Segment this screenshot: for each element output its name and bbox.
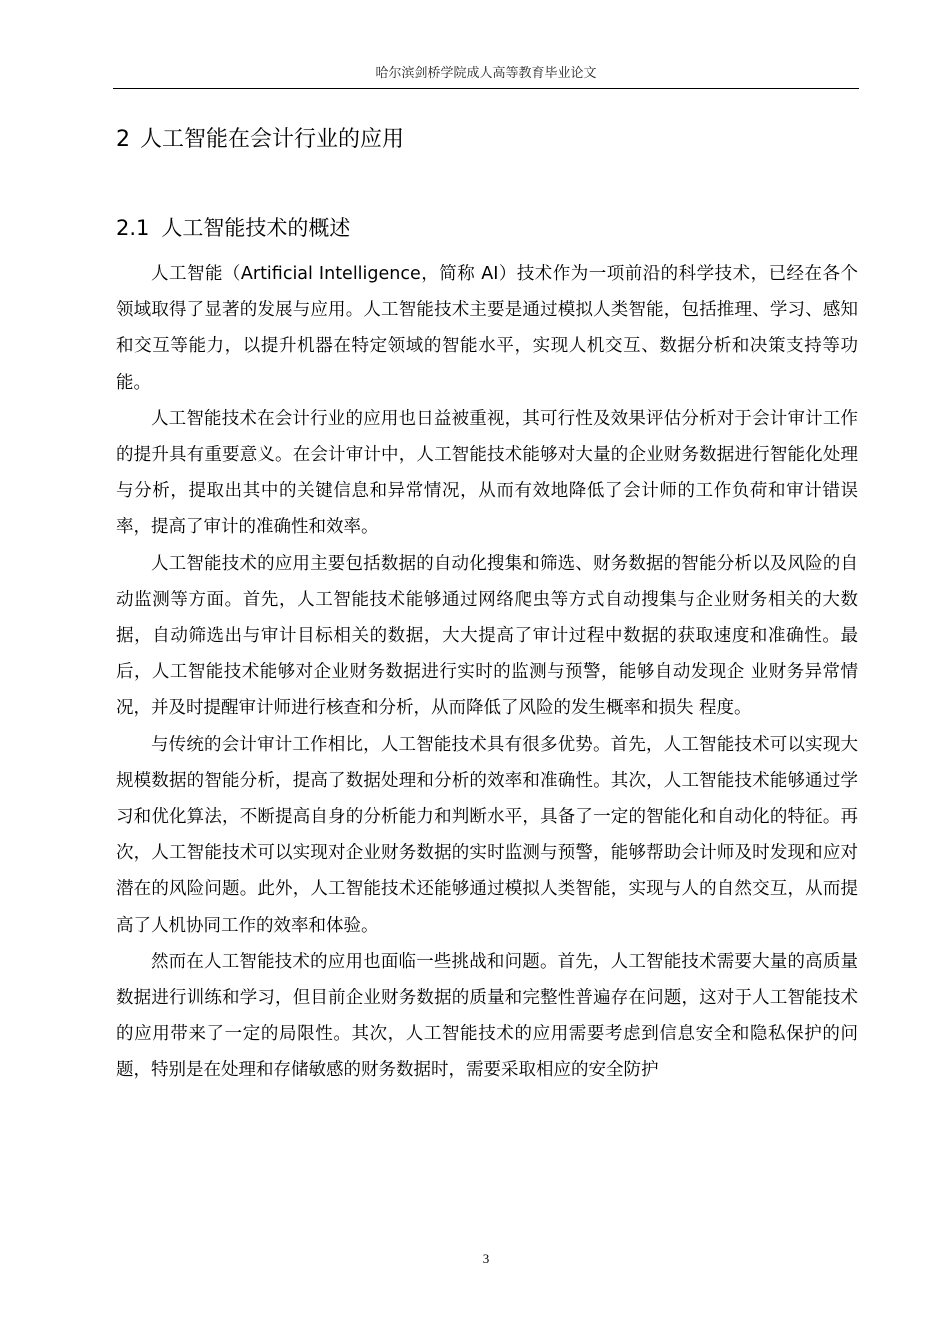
- chapter-title-text: 人工智能在会计行业的应用: [140, 127, 405, 152]
- section-number: 2.1: [116, 216, 150, 240]
- body-text: [116, 256, 858, 1089]
- running-header: 哈尔滨剑桥学院成人高等教育毕业论文: [375, 66, 597, 81]
- page-number: 3: [482, 1251, 490, 1266]
- paragraph-3: 人工智能技术的应用主要包括数据的自动化搜集和筛选、财务数据的智能分析以及风险的自动监测等方面。首先，人工智能技术能够通过网络爬虫等方式自动搜集与企业财务相关的大数据，自动筛选出与审计目标相关的数据，大大提高了审计过程中数据的获取速度和准确性。最后，人工智能技术能够对企业财务数据进行实时的监测与预警，能够自动发现企 业财务异常情况，并及时提醒审计师进行核查和分析，从而降低了风险的发生概率和损失 程度。: [116, 553, 858, 719]
- header-rule: [113, 88, 859, 89]
- paragraph-5: 然而在人工智能技术的应用也面临一些挑战和问题。首先，人工智能技术需要大量的高质量数据进行训练和学习，但目前企业财务数据的质量和完整性普遍存在问题，这对于人工智能技术的应用带来了一定的局限性。其次，人工智能技术的应用需要考虑到信息安全和隐私保护的问题，特别是在处理和存储敏感的财务数据时，需要采取相应的安全防护: [116, 951, 858, 1081]
- chapter-number: 2: [116, 127, 130, 152]
- section-title-text: 人工智能技术的概述: [161, 216, 351, 240]
- chapter-title: [116, 124, 404, 156]
- paragraph-1: 人工智能（Artificial Intelligence，简称 AI）技术作为一项前沿的科学技术，已经在各个领域取得了显著的发展与应用。人工智能技术主要是通过模拟人类智能，包括推理、学习、感知和交互等能力，以提升机器在特定领域的智能水平，实现人机交互、数据分析和决策支持等功能。: [116, 264, 858, 393]
- paragraph-4: 与传统的会计审计工作相比，人工智能技术具有很多优势。首先，人工智能技术可以实现大规模数据的智能分析，提高了数据处理和分析的效率和准确性。其次，人工智能技术能够通过学习和优化算法，不断提高自身的分析能力和判断水平，具备了一定的智能化和自动化的特征。再次，人工智能技术可以实现对企业财务数据的实时监测与预警，能够帮助会计师及时发现和应对潜在的风险问题。此外，人工智能技术还能够通过模拟人类智能，实现与人的自然交互，从而提高了人机协同工作的效率和体验。: [116, 734, 858, 936]
- section-title: [116, 212, 350, 244]
- paragraph-2: 人工智能技术在会计行业的应用也日益被重视，其可行性及效果评估分析对于会计审计工作的提升具有重要意义。在会计审计中，人工智能技术能够对大量的企业财务数据进行智能化处理与分析，提取出其中的关键信息和异常情况，从而有效地降低了会计师的工作负荷和审计错误率，提高了审计的准确性和效率。: [116, 408, 858, 538]
